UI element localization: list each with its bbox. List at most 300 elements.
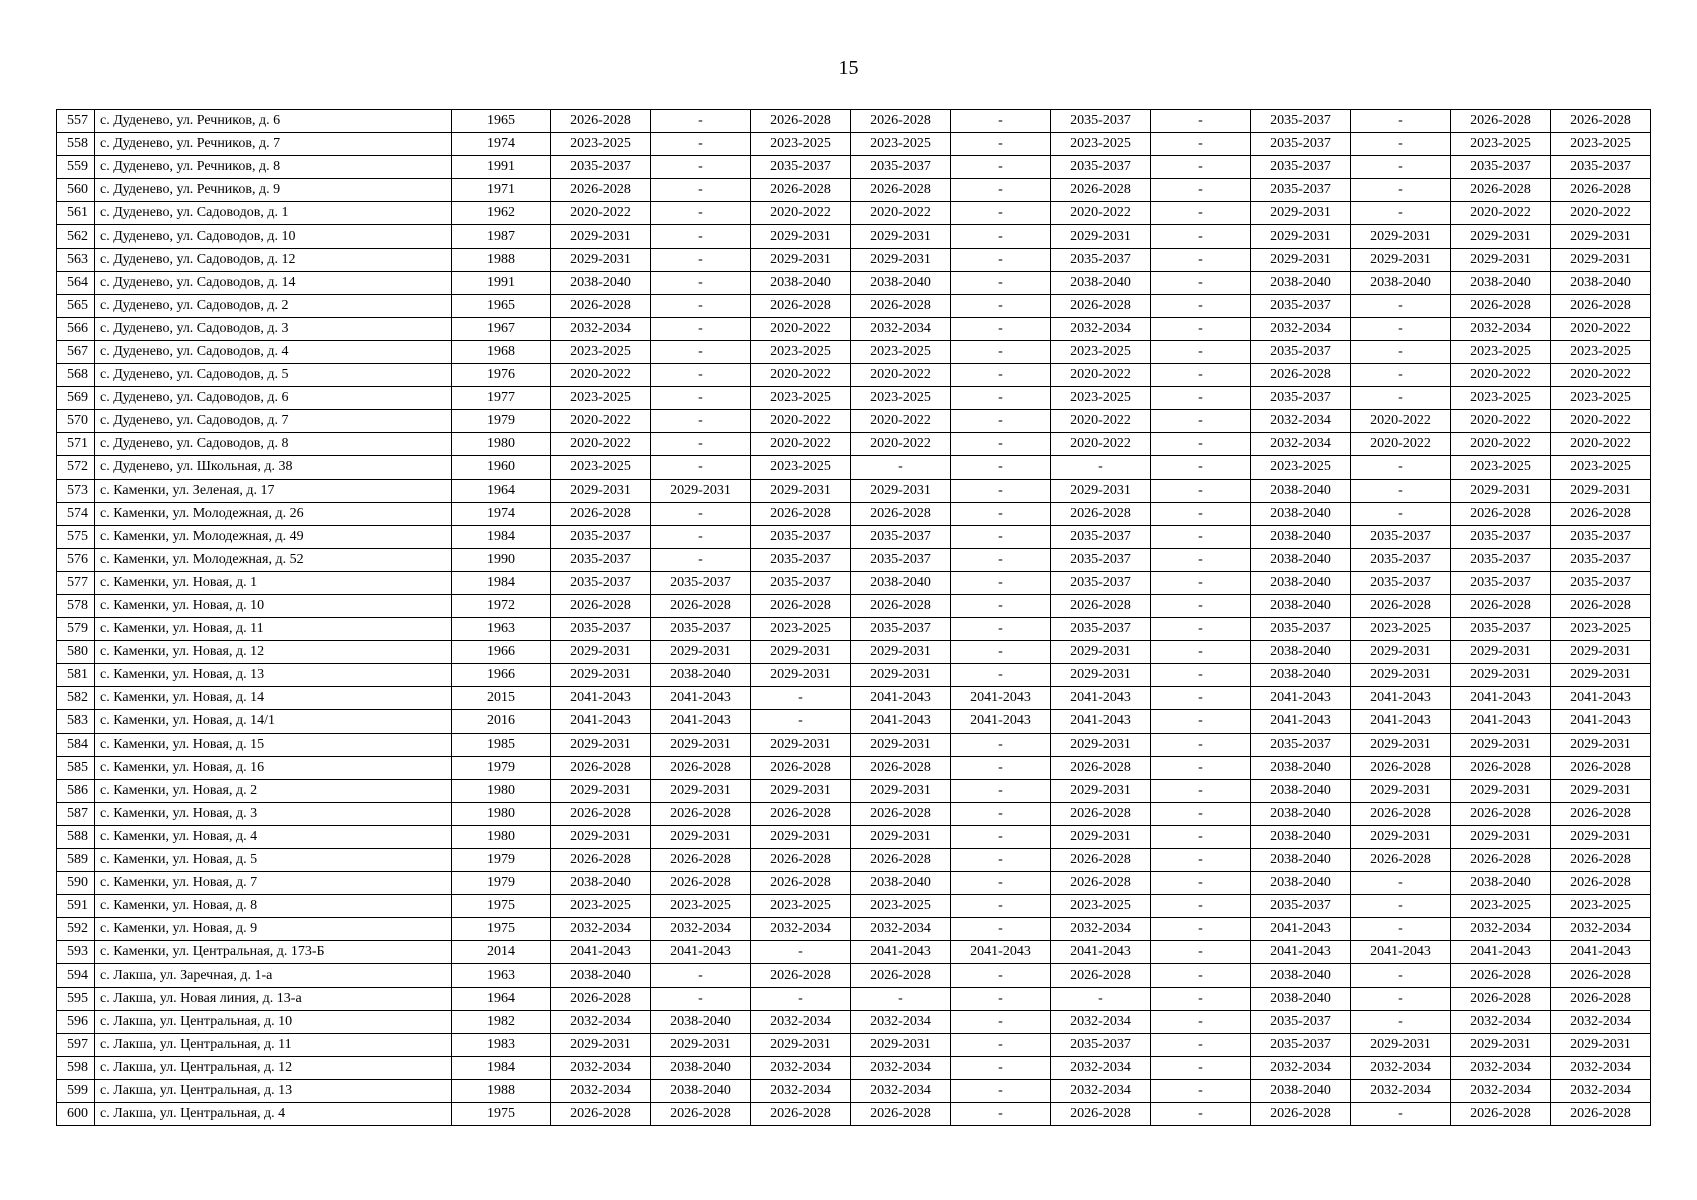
term-cell: - <box>1351 1010 1451 1033</box>
year-built-cell: 1990 <box>452 548 551 571</box>
table-row <box>57 641 1651 664</box>
term-cell: 2041-2043 <box>1051 687 1151 710</box>
term-cell: - <box>951 502 1051 525</box>
term-cell: - <box>951 225 1051 248</box>
term-cell: 2020-2022 <box>751 410 851 433</box>
term-cell: 2020-2022 <box>1551 364 1651 387</box>
term-cell: - <box>951 895 1051 918</box>
term-cell: 2041-2043 <box>1251 941 1351 964</box>
term-cell: 2038-2040 <box>551 271 651 294</box>
term-cell: 2020-2022 <box>551 433 651 456</box>
term-cell: 2029-2031 <box>1551 641 1651 664</box>
term-cell: - <box>651 179 751 202</box>
table-row <box>57 479 1651 502</box>
term-cell: 2041-2043 <box>1051 941 1151 964</box>
term-cell: 2038-2040 <box>651 1056 751 1079</box>
term-cell: 2026-2028 <box>851 502 951 525</box>
address-cell: с. Каменки, ул. Новая, д. 14/1 <box>95 710 452 733</box>
term-cell: 2029-2031 <box>1251 225 1351 248</box>
term-cell: 2038-2040 <box>1251 594 1351 617</box>
term-cell: - <box>1051 456 1151 479</box>
term-cell: - <box>1151 987 1251 1010</box>
term-cell: 2026-2028 <box>751 502 851 525</box>
term-cell: - <box>1151 525 1251 548</box>
term-cell: 2026-2028 <box>1051 756 1151 779</box>
term-cell: 2026-2028 <box>551 987 651 1010</box>
table-row <box>57 502 1651 525</box>
term-cell: 2026-2028 <box>851 1103 951 1126</box>
term-cell: 2038-2040 <box>651 1079 751 1102</box>
term-cell: 2020-2022 <box>751 433 851 456</box>
term-cell: 2026-2028 <box>751 756 851 779</box>
term-cell: 2029-2031 <box>1051 733 1151 756</box>
term-cell: 2023-2025 <box>751 456 851 479</box>
term-cell: - <box>1151 802 1251 825</box>
term-cell: - <box>951 802 1051 825</box>
term-cell: 2020-2022 <box>1051 433 1151 456</box>
term-cell: - <box>1351 872 1451 895</box>
term-cell: - <box>951 756 1051 779</box>
row-number-cell: 575 <box>57 525 95 548</box>
term-cell: - <box>951 456 1051 479</box>
table-row <box>57 156 1651 179</box>
term-cell: 2038-2040 <box>1251 849 1351 872</box>
term-cell: - <box>1351 895 1451 918</box>
row-number-cell: 578 <box>57 594 95 617</box>
row-number-cell: 583 <box>57 710 95 733</box>
term-cell: - <box>951 1079 1051 1102</box>
term-cell: 2035-2037 <box>1051 110 1151 133</box>
term-cell: - <box>1151 872 1251 895</box>
term-cell: 2029-2031 <box>551 664 651 687</box>
term-cell: 2032-2034 <box>551 1079 651 1102</box>
term-cell: 2035-2037 <box>1251 895 1351 918</box>
year-built-cell: 1988 <box>452 1079 551 1102</box>
term-cell: - <box>651 964 751 987</box>
term-cell: 2026-2028 <box>1451 1103 1551 1126</box>
table-row <box>57 779 1651 802</box>
term-cell: 2029-2031 <box>551 1033 651 1056</box>
row-number-cell: 584 <box>57 733 95 756</box>
table-row <box>57 525 1651 548</box>
row-number-cell: 589 <box>57 849 95 872</box>
term-cell: 2035-2037 <box>1051 525 1151 548</box>
term-cell: 2026-2028 <box>851 179 951 202</box>
term-cell: 2032-2034 <box>851 1056 951 1079</box>
address-cell: с. Лакша, ул. Новая линия, д. 13-а <box>95 987 452 1010</box>
term-cell: - <box>951 248 1051 271</box>
term-cell: 2032-2034 <box>1451 1056 1551 1079</box>
year-built-cell: 1964 <box>452 479 551 502</box>
term-cell: - <box>951 179 1051 202</box>
year-built-cell: 1984 <box>452 571 551 594</box>
term-cell: 2035-2037 <box>551 156 651 179</box>
year-built-cell: 1980 <box>452 433 551 456</box>
term-cell: 2029-2031 <box>851 779 951 802</box>
term-cell: 2026-2028 <box>1051 802 1151 825</box>
term-cell: 2026-2028 <box>751 110 851 133</box>
term-cell: - <box>1151 1056 1251 1079</box>
term-cell: 2029-2031 <box>1551 779 1651 802</box>
term-cell: - <box>851 987 951 1010</box>
term-cell: 2029-2031 <box>751 1033 851 1056</box>
term-cell: - <box>1151 941 1251 964</box>
term-cell: 2026-2028 <box>1551 502 1651 525</box>
term-cell: 2035-2037 <box>551 571 651 594</box>
address-cell: с. Дуденево, ул. Садоводов, д. 3 <box>95 317 452 340</box>
term-cell: 2026-2028 <box>851 802 951 825</box>
term-cell: 2026-2028 <box>551 179 651 202</box>
row-number-cell: 574 <box>57 502 95 525</box>
term-cell: 2032-2034 <box>1451 1079 1551 1102</box>
term-cell: 2035-2037 <box>851 618 951 641</box>
term-cell: 2035-2037 <box>1551 548 1651 571</box>
term-cell: 2029-2031 <box>551 225 651 248</box>
term-cell: 2023-2025 <box>851 895 951 918</box>
term-cell: - <box>1151 1033 1251 1056</box>
term-cell: 2041-2043 <box>1251 687 1351 710</box>
term-cell: 2041-2043 <box>951 687 1051 710</box>
term-cell: - <box>1151 571 1251 594</box>
term-cell: 2029-2031 <box>851 664 951 687</box>
term-cell: - <box>651 548 751 571</box>
year-built-cell: 1971 <box>452 179 551 202</box>
address-cell: с. Лакша, ул. Центральная, д. 4 <box>95 1103 452 1126</box>
row-number-cell: 559 <box>57 156 95 179</box>
term-cell: - <box>1151 710 1251 733</box>
term-cell: 2029-2031 <box>751 779 851 802</box>
term-cell: 2035-2037 <box>851 156 951 179</box>
table-row <box>57 548 1651 571</box>
row-number-cell: 570 <box>57 410 95 433</box>
table-row <box>57 456 1651 479</box>
year-built-cell: 1991 <box>452 271 551 294</box>
term-cell: 2038-2040 <box>1251 964 1351 987</box>
term-cell: - <box>651 225 751 248</box>
term-cell: - <box>651 525 751 548</box>
year-built-cell: 1977 <box>452 387 551 410</box>
term-cell: 2026-2028 <box>1551 987 1651 1010</box>
table-row <box>57 687 1651 710</box>
term-cell: - <box>951 1103 1051 1126</box>
term-cell: 2026-2028 <box>1251 364 1351 387</box>
term-cell: - <box>1151 133 1251 156</box>
term-cell: - <box>751 710 851 733</box>
term-cell: 2020-2022 <box>751 202 851 225</box>
term-cell: 2032-2034 <box>751 918 851 941</box>
row-number-cell: 599 <box>57 1079 95 1102</box>
term-cell: 2026-2028 <box>851 964 951 987</box>
term-cell: - <box>651 456 751 479</box>
address-cell: с. Каменки, ул. Новая, д. 7 <box>95 872 452 895</box>
term-cell: 2026-2028 <box>1051 849 1151 872</box>
term-cell: 2035-2037 <box>551 618 651 641</box>
term-cell: - <box>951 733 1051 756</box>
table-row <box>57 317 1651 340</box>
table-body <box>57 110 1651 1126</box>
table-row <box>57 710 1651 733</box>
row-number-cell: 588 <box>57 825 95 848</box>
term-cell: 2041-2043 <box>651 687 751 710</box>
term-cell: 2035-2037 <box>1351 548 1451 571</box>
term-cell: 2035-2037 <box>1251 1010 1351 1033</box>
term-cell: 2026-2028 <box>551 594 651 617</box>
term-cell: 2029-2031 <box>751 825 851 848</box>
term-cell: 2026-2028 <box>1451 849 1551 872</box>
term-cell: 2032-2034 <box>1551 1079 1651 1102</box>
term-cell: - <box>1351 317 1451 340</box>
year-built-cell: 1966 <box>452 641 551 664</box>
term-cell: 2029-2031 <box>1451 248 1551 271</box>
term-cell: - <box>951 1056 1051 1079</box>
term-cell: 2029-2031 <box>751 641 851 664</box>
term-cell: 2032-2034 <box>1251 1056 1351 1079</box>
year-built-cell: 1991 <box>452 156 551 179</box>
term-cell: 2032-2034 <box>1251 317 1351 340</box>
housing-register-table <box>56 109 1651 1126</box>
term-cell: 2035-2037 <box>551 548 651 571</box>
term-cell: 2020-2022 <box>851 433 951 456</box>
term-cell: - <box>1351 456 1451 479</box>
term-cell: 2032-2034 <box>1051 1079 1151 1102</box>
table-row <box>57 594 1651 617</box>
term-cell: 2026-2028 <box>751 964 851 987</box>
row-number-cell: 592 <box>57 918 95 941</box>
row-number-cell: 572 <box>57 456 95 479</box>
term-cell: 2029-2031 <box>551 779 651 802</box>
row-number-cell: 579 <box>57 618 95 641</box>
term-cell: 2035-2037 <box>1051 248 1151 271</box>
term-cell: 2026-2028 <box>1551 1103 1651 1126</box>
row-number-cell: 600 <box>57 1103 95 1126</box>
term-cell: - <box>1151 849 1251 872</box>
year-built-cell: 1964 <box>452 987 551 1010</box>
term-cell: 2029-2031 <box>1051 479 1151 502</box>
address-cell: с. Каменки, ул. Новая, д. 5 <box>95 849 452 872</box>
table-row <box>57 895 1651 918</box>
term-cell: - <box>1351 294 1451 317</box>
table-row <box>57 225 1651 248</box>
term-cell: - <box>651 133 751 156</box>
term-cell: - <box>1151 340 1251 363</box>
term-cell: 2029-2031 <box>1351 825 1451 848</box>
row-number-cell: 593 <box>57 941 95 964</box>
term-cell: 2026-2028 <box>1051 294 1151 317</box>
term-cell: 2020-2022 <box>751 317 851 340</box>
year-built-cell: 1965 <box>452 110 551 133</box>
term-cell: 2032-2034 <box>1051 1010 1151 1033</box>
term-cell: 2026-2028 <box>1551 872 1651 895</box>
year-built-cell: 1960 <box>452 456 551 479</box>
term-cell: 2029-2031 <box>551 733 651 756</box>
term-cell: - <box>1351 340 1451 363</box>
term-cell: 2041-2043 <box>1351 941 1451 964</box>
term-cell: 2023-2025 <box>751 387 851 410</box>
term-cell: 2035-2037 <box>1251 133 1351 156</box>
term-cell: 2029-2031 <box>1551 825 1651 848</box>
term-cell: 2029-2031 <box>1451 225 1551 248</box>
term-cell: 2023-2025 <box>851 387 951 410</box>
term-cell: 2029-2031 <box>551 479 651 502</box>
term-cell: 2029-2031 <box>651 641 751 664</box>
term-cell: 2026-2028 <box>1051 594 1151 617</box>
term-cell: 2032-2034 <box>1051 317 1151 340</box>
term-cell: 2035-2037 <box>1451 525 1551 548</box>
term-cell: 2029-2031 <box>551 825 651 848</box>
year-built-cell: 1962 <box>452 202 551 225</box>
term-cell: 2035-2037 <box>851 525 951 548</box>
row-number-cell: 581 <box>57 664 95 687</box>
term-cell: - <box>751 687 851 710</box>
year-built-cell: 1982 <box>452 1010 551 1033</box>
term-cell: 2035-2037 <box>1251 340 1351 363</box>
term-cell: - <box>1151 779 1251 802</box>
term-cell: 2035-2037 <box>1351 571 1451 594</box>
term-cell: 2029-2031 <box>1051 825 1151 848</box>
term-cell: - <box>1151 825 1251 848</box>
term-cell: - <box>951 433 1051 456</box>
year-built-cell: 1988 <box>452 248 551 271</box>
term-cell: 2020-2022 <box>1451 410 1551 433</box>
address-cell: с. Дуденево, ул. Садоводов, д. 1 <box>95 202 452 225</box>
term-cell: 2035-2037 <box>851 548 951 571</box>
term-cell: 2041-2043 <box>851 710 951 733</box>
term-cell: 2038-2040 <box>1251 802 1351 825</box>
term-cell: 2023-2025 <box>651 895 751 918</box>
term-cell: 2038-2040 <box>651 1010 751 1033</box>
term-cell: 2026-2028 <box>1351 594 1451 617</box>
term-cell: 2026-2028 <box>1451 110 1551 133</box>
table-row <box>57 825 1651 848</box>
address-cell: с. Каменки, ул. Новая, д. 15 <box>95 733 452 756</box>
term-cell: 2020-2022 <box>1051 364 1151 387</box>
term-cell: - <box>951 872 1051 895</box>
term-cell: 2041-2043 <box>1251 918 1351 941</box>
term-cell: 2026-2028 <box>551 502 651 525</box>
term-cell: 2026-2028 <box>1451 294 1551 317</box>
term-cell: 2029-2031 <box>1351 248 1451 271</box>
address-cell: с. Лакша, ул. Центральная, д. 12 <box>95 1056 452 1079</box>
year-built-cell: 2016 <box>452 710 551 733</box>
row-number-cell: 563 <box>57 248 95 271</box>
term-cell: - <box>1151 641 1251 664</box>
term-cell: 2032-2034 <box>851 1079 951 1102</box>
term-cell: 2029-2031 <box>851 825 951 848</box>
term-cell: - <box>651 502 751 525</box>
table-row <box>57 618 1651 641</box>
term-cell: - <box>651 110 751 133</box>
term-cell: - <box>951 271 1051 294</box>
term-cell: 2026-2028 <box>1051 179 1151 202</box>
term-cell: 2041-2043 <box>1551 941 1651 964</box>
table-row <box>57 1103 1651 1126</box>
term-cell: 2032-2034 <box>851 1010 951 1033</box>
year-built-cell: 1979 <box>452 849 551 872</box>
term-cell: 2038-2040 <box>1251 271 1351 294</box>
term-cell: 2035-2037 <box>1051 156 1151 179</box>
term-cell: 2026-2028 <box>1551 179 1651 202</box>
row-number-cell: 577 <box>57 571 95 594</box>
term-cell: - <box>1151 110 1251 133</box>
year-built-cell: 1963 <box>452 618 551 641</box>
term-cell: - <box>1151 271 1251 294</box>
term-cell: 2035-2037 <box>1051 1033 1151 1056</box>
table-row <box>57 1056 1651 1079</box>
term-cell: 2026-2028 <box>1451 179 1551 202</box>
year-built-cell: 1975 <box>452 1103 551 1126</box>
year-built-cell: 1984 <box>452 525 551 548</box>
term-cell: - <box>651 340 751 363</box>
term-cell: 2041-2043 <box>951 941 1051 964</box>
term-cell: 2029-2031 <box>1351 779 1451 802</box>
term-cell: 2029-2031 <box>751 733 851 756</box>
year-built-cell: 1967 <box>452 317 551 340</box>
address-cell: с. Каменки, ул. Новая, д. 4 <box>95 825 452 848</box>
term-cell: 2023-2025 <box>1051 387 1151 410</box>
term-cell: 2026-2028 <box>1451 594 1551 617</box>
term-cell: - <box>951 571 1051 594</box>
term-cell: 2035-2037 <box>1451 571 1551 594</box>
term-cell: 2035-2037 <box>1251 110 1351 133</box>
term-cell: 2032-2034 <box>751 1010 851 1033</box>
row-number-cell: 597 <box>57 1033 95 1056</box>
term-cell: 2029-2031 <box>751 248 851 271</box>
row-number-cell: 561 <box>57 202 95 225</box>
term-cell: - <box>651 202 751 225</box>
term-cell: 2038-2040 <box>1451 271 1551 294</box>
term-cell: - <box>1151 387 1251 410</box>
term-cell: 2038-2040 <box>851 271 951 294</box>
term-cell: 2035-2037 <box>1251 294 1351 317</box>
term-cell: 2029-2031 <box>851 479 951 502</box>
year-built-cell: 1979 <box>452 872 551 895</box>
year-built-cell: 1963 <box>452 964 551 987</box>
term-cell: 2023-2025 <box>1051 340 1151 363</box>
term-cell: 2026-2028 <box>751 802 851 825</box>
term-cell: - <box>1051 987 1151 1010</box>
term-cell: 2029-2031 <box>651 733 751 756</box>
term-cell: 2026-2028 <box>1551 802 1651 825</box>
term-cell: - <box>1351 502 1451 525</box>
row-number-cell: 560 <box>57 179 95 202</box>
term-cell: - <box>951 964 1051 987</box>
term-cell: - <box>851 456 951 479</box>
term-cell: - <box>1151 664 1251 687</box>
term-cell: 2029-2031 <box>1551 1033 1651 1056</box>
term-cell: 2023-2025 <box>1451 340 1551 363</box>
address-cell: с. Каменки, ул. Новая, д. 2 <box>95 779 452 802</box>
term-cell: - <box>1151 433 1251 456</box>
term-cell: 2041-2043 <box>1451 710 1551 733</box>
term-cell: 2029-2031 <box>1251 202 1351 225</box>
term-cell: - <box>951 364 1051 387</box>
term-cell: 2023-2025 <box>751 895 851 918</box>
term-cell: 2026-2028 <box>1051 872 1151 895</box>
term-cell: 2035-2037 <box>1551 156 1651 179</box>
term-cell: 2026-2028 <box>1051 964 1151 987</box>
table-row <box>57 340 1651 363</box>
address-cell: с. Каменки, ул. Молодежная, д. 49 <box>95 525 452 548</box>
term-cell: 2020-2022 <box>751 364 851 387</box>
address-cell: с. Дуденево, ул. Речников, д. 6 <box>95 110 452 133</box>
term-cell: 2029-2031 <box>1551 733 1651 756</box>
term-cell: 2020-2022 <box>851 410 951 433</box>
term-cell: - <box>951 664 1051 687</box>
term-cell: 2020-2022 <box>551 202 651 225</box>
term-cell: 2029-2031 <box>1451 779 1551 802</box>
term-cell: 2038-2040 <box>1251 571 1351 594</box>
term-cell: 2032-2034 <box>1451 1010 1551 1033</box>
